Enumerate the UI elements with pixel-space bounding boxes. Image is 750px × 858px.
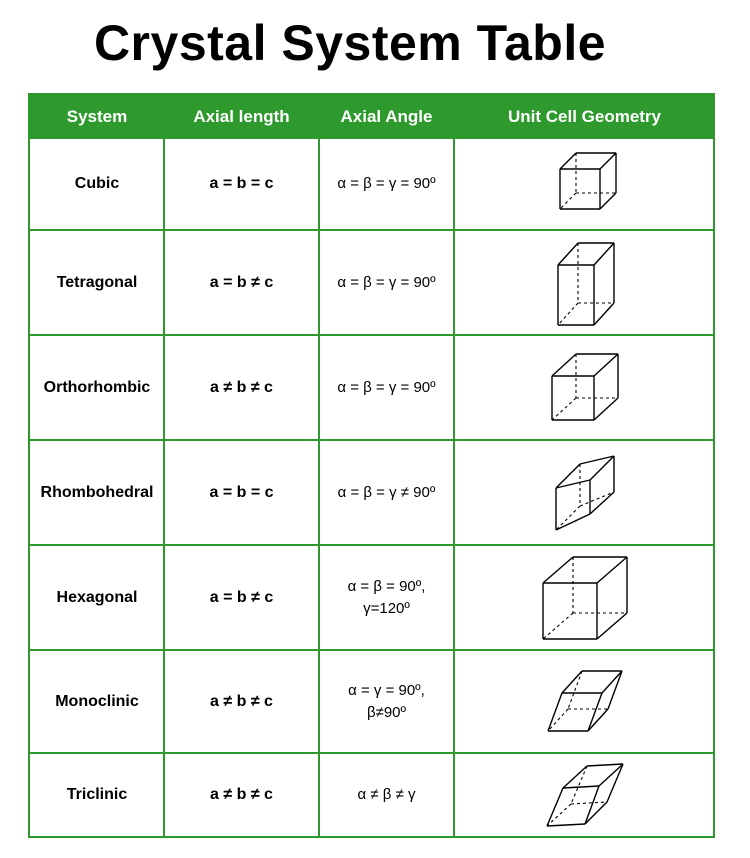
orthorhombic-prism-icon [546, 350, 624, 426]
system-name: Triclinic [66, 786, 128, 803]
axial-length: a = b = c [209, 175, 274, 192]
monoclinic-cell-icon [544, 667, 626, 737]
axial-length: a ≠ b ≠ c [210, 692, 273, 710]
table-header [30, 95, 713, 137]
page-title: Crystal System Table [93, 15, 607, 71]
tetragonal-prism-icon [550, 237, 620, 329]
column-divider [163, 137, 165, 836]
axial-length: a = b ≠ c [209, 588, 274, 606]
table-row [30, 229, 713, 334]
axial-angle [319, 139, 454, 229]
header-system: System [66, 107, 128, 126]
column-divider [318, 137, 320, 836]
unit-cell-geometry [454, 336, 715, 439]
system-name: Tetragonal [56, 273, 138, 291]
system-name: Monoclinic [55, 692, 139, 710]
column-divider [453, 137, 455, 836]
table-row [30, 544, 713, 649]
axial-angle-line: α = β = γ ≠ 90º [337, 483, 436, 501]
axial-angle-line: α = β = 90º, [347, 577, 426, 595]
axial-angle-line: α = γ = 90º, [348, 681, 425, 699]
axial-angle-line: β≠90º [366, 703, 406, 721]
unit-cell-geometry [454, 546, 715, 649]
system-name: Orthorhombic [43, 378, 151, 396]
hexagonal-cell-icon [539, 553, 631, 643]
axial-angle [319, 336, 454, 439]
axial-angle-line: γ=120º [363, 599, 410, 617]
axial-length: a = b ≠ c [209, 273, 274, 291]
table-row [30, 752, 713, 836]
unit-cell-geometry [454, 139, 715, 229]
unit-cell-geometry [454, 754, 715, 836]
axial-angle [319, 546, 454, 649]
unit-cell-geometry [454, 651, 715, 752]
crystal-system-table [28, 93, 715, 838]
table-row [30, 439, 713, 544]
axial-angle-line: α ≠ β ≠ γ [357, 786, 416, 803]
header-axial-length: Axial length [193, 107, 290, 126]
cube-icon [550, 149, 620, 219]
axial-angle-line: α = β = γ = 90º [337, 378, 436, 396]
header-unit-cell-geometry: Unit Cell Geometry [507, 107, 662, 126]
axial-length: a ≠ b ≠ c [210, 378, 273, 396]
triclinic-cell-icon [543, 760, 627, 830]
axial-angle [319, 651, 454, 752]
axial-length: a ≠ b ≠ c [210, 786, 273, 803]
axial-angle [319, 441, 454, 544]
system-name: Cubic [74, 175, 120, 192]
table-row [30, 137, 713, 229]
header-axial-angle: Axial Angle [340, 107, 433, 126]
unit-cell-geometry [454, 231, 715, 334]
axial-angle [319, 754, 454, 836]
axial-angle-line: α = β = γ = 90º [337, 273, 436, 291]
system-name: Rhombohedral [40, 483, 154, 501]
axial-angle-line: α = β = γ = 90º [337, 175, 436, 192]
rhombohedron-icon [550, 452, 620, 534]
table-row [30, 649, 713, 752]
axial-angle [319, 231, 454, 334]
system-name: Hexagonal [56, 588, 138, 606]
axial-length: a = b = c [209, 483, 274, 501]
unit-cell-geometry [454, 441, 715, 544]
table-row [30, 334, 713, 439]
